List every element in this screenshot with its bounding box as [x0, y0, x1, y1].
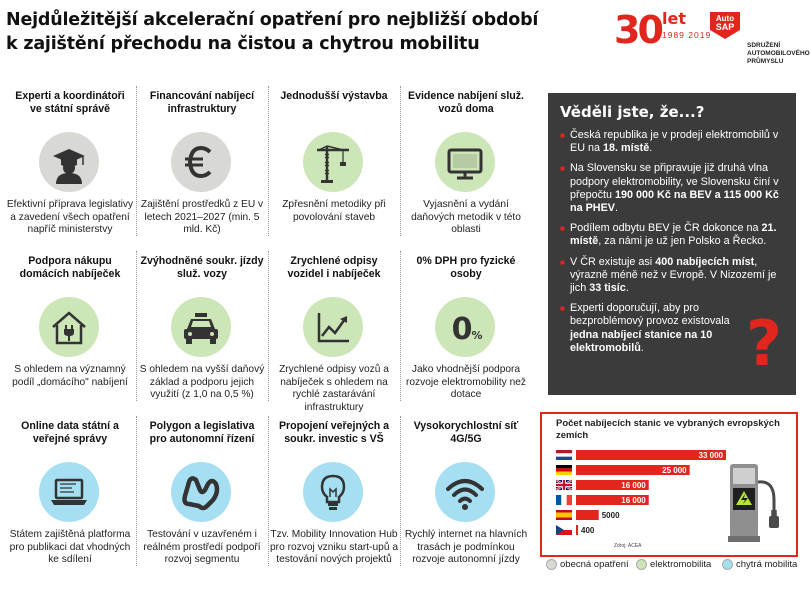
legend — [546, 558, 798, 572]
bar-Česko — [576, 525, 578, 535]
measure-card — [400, 249, 532, 414]
home-plug-icon — [39, 297, 99, 357]
measure-card — [136, 414, 268, 579]
zero-percent-icon-number: 0 — [451, 312, 473, 347]
logo-years: 1989 2019 — [662, 30, 712, 40]
logo-organization — [747, 42, 810, 66]
measure-title: Experti a koordinátoři ve státní správě — [15, 90, 125, 115]
bar-value-label: 25 000 — [662, 466, 687, 475]
measure-card — [136, 84, 268, 249]
measure-card — [4, 84, 136, 249]
measure-title: 0% DPH pro fyzické osoby — [416, 255, 516, 280]
legend-item-general: obecná opatření — [546, 558, 629, 572]
legend-item-emobility: elektromobilita — [636, 558, 711, 572]
question-mark-icon: ? — [746, 307, 782, 380]
measure-title: Podpora nákupu domácích nabíječek — [19, 255, 121, 280]
measure-card — [136, 249, 268, 414]
measure-card — [268, 414, 400, 579]
measure-description: Zrychlené odpisy vozů a nabíječek s ohledem na rychlé zastarávání infrastruktury — [279, 364, 389, 413]
flag-cz-icon — [556, 525, 572, 535]
measure-icon-circle — [435, 462, 495, 522]
page-title — [6, 8, 606, 56]
euro-icon — [171, 132, 231, 192]
measure-title: Polygon a legislativa pro autonomní řízení — [149, 420, 255, 445]
flag-de-icon — [556, 465, 572, 475]
zero-percent-icon — [435, 297, 495, 357]
fact-item: ■ Česká republika je v prodeji elektromobilů v EU na 18. místě. — [560, 129, 792, 155]
measure-icon-circle — [171, 297, 231, 357]
zero-percent-icon-sign: % — [471, 329, 483, 342]
measure-icon-circle — [303, 132, 363, 192]
measure-card — [400, 84, 532, 249]
measure-description: S ohledem na významný podíl „domácího" nabíjení — [12, 364, 128, 388]
fact-item: ■ Podílem odbytu BEV je ČR dokonce na 21. místě, za námi je už jen Polsko a Řecko. — [560, 222, 792, 248]
measure-card — [268, 84, 400, 249]
sap-logo — [612, 6, 810, 72]
logo-org-line2: AUTOMOBILOVÉHO — [747, 50, 810, 57]
measure-description: S ohledem na vyšší daňový základ a podporu jejich využití (z 1,0 na 0,5 %) — [139, 364, 265, 400]
measure-description: Tzv. Mobility Innovation Hub pro rozvoj vzniku start-upů a testování nových projektů — [270, 529, 398, 565]
measure-description: Vyjasnění a vydání daňových metodik v této oblasti — [411, 199, 521, 235]
logo-number: 30 — [614, 8, 661, 52]
legend-dot — [546, 559, 557, 570]
measure-card — [4, 249, 136, 414]
measure-icon-circle — [435, 132, 495, 192]
measure-title: Zrychlené odpisy vozidel i nabíječek — [287, 255, 381, 280]
did-you-know-box — [548, 93, 796, 395]
measure-description: Jako vhodnější podpora rozvoje elektromobility než dotace — [405, 364, 527, 400]
measure-description: Efektivní příprava legislativy a zavedení všech opatření napříč ministerstvy — [6, 199, 134, 235]
measure-title: Evidence nabíjení služ. vozů doma — [408, 90, 524, 115]
graduate-icon — [39, 132, 99, 192]
lightbulb-icon — [303, 462, 363, 522]
logo-badge-line1: Auto — [715, 14, 735, 23]
legend-item-smart: chytrá mobilita — [722, 558, 797, 572]
fact-item: ■ V ČR existuje asi 400 nabíjecích míst, výrazně méně než v Evropě. V Nizozemí je jich 33 tisíc. — [560, 256, 792, 296]
measure-title: Vysokorychlostní síť 4G/5G — [413, 420, 519, 445]
crane-icon — [303, 132, 363, 192]
measure-icon-circle — [39, 462, 99, 522]
car-icon — [171, 297, 231, 357]
page-title-line2: k zajištění přechodu na čistou a chytrou mobilitu — [6, 34, 480, 54]
racetrack-icon — [171, 462, 231, 522]
charging-station-icon — [728, 464, 779, 542]
bar-value-label: 16 000 — [621, 481, 646, 490]
chart-plot — [542, 414, 796, 555]
measure-card — [268, 249, 400, 414]
flag-fr-icon — [556, 495, 572, 505]
charging-stations-chart — [540, 412, 798, 557]
measure-card — [4, 414, 136, 579]
measure-icon-circle — [435, 297, 495, 357]
measures-grid — [4, 84, 534, 584]
wifi-icon — [435, 462, 495, 522]
bar-value-label: 400 — [581, 526, 595, 535]
fact-item: ■ Na Slovensku se připravuje již druhá vlna podpory elektromobility, ve Slovensku činí v přepočtu 190 000 Kč na BEV a 115 000 Kč na PHEV. — [560, 162, 792, 215]
measure-icon-circle — [171, 132, 231, 192]
legend-dot — [722, 559, 733, 570]
measure-icon-circle — [303, 297, 363, 357]
measure-icon-circle — [171, 462, 231, 522]
measure-title: Jednodušší výstavba — [280, 90, 388, 102]
measure-icon-circle — [39, 297, 99, 357]
logo-org-line1: SDRUŽENÍ — [747, 42, 781, 49]
legend-dot — [636, 559, 647, 570]
laptop-icon — [39, 462, 99, 522]
measure-description: Zajištění prostředků z EU v letech 2021–2027 (min. 5 mld. Kč) — [140, 199, 264, 235]
monitor-icon — [435, 132, 495, 192]
bar-value-label: 16 000 — [621, 496, 646, 505]
fact-item: ■ Experti doporučují, aby pro bezproblémový provoz existovala jedna nabíjecí stanice na 10 elektromobilů. — [560, 302, 740, 355]
flag-gb-icon — [556, 480, 572, 490]
measure-title: Zvýhodněné soukr. jízdy služ. vozy — [140, 255, 264, 280]
measure-icon-circle — [39, 132, 99, 192]
chart-up-icon — [303, 297, 363, 357]
bar-Španělsko — [576, 510, 599, 520]
flag-es-icon — [556, 510, 572, 520]
measure-card — [400, 414, 532, 579]
measure-icon-circle — [303, 462, 363, 522]
did-you-know-title: Věděli jste, že...? — [560, 103, 705, 121]
flag-nl-icon — [556, 450, 572, 460]
logo-org-line3: PRŮMYSLU — [747, 58, 784, 65]
measure-description: Státem zajištěná platforma pro publikaci dat vhodných ke sdílení — [9, 529, 131, 565]
measure-description: Testování v uzavřeném i reálném prostředí podpoří rozvoj segmentu — [143, 529, 261, 565]
chart-source: Zdroj: ACEA — [614, 543, 642, 549]
chart-title: Počet nabíjecích stanic ve vybraných evropských zemích — [556, 418, 780, 441]
page-title-line1: Nejdůležitější akcelerační opatření pro nejbližší období — [6, 10, 539, 30]
measure-title: Propojení veřejných a soukr. investic s VŠ — [278, 420, 390, 445]
measure-title: Online data státní a veřejné správy — [21, 420, 119, 445]
measure-description: Rychlý internet na hlavních trasách je podmínkou rozvoje autonomní jízdy — [404, 529, 528, 565]
logo-let: let — [662, 9, 686, 28]
bar-value-label: 5000 — [601, 511, 620, 520]
autosap-badge-icon — [708, 10, 742, 40]
logo-badge-line2: SAP — [715, 22, 735, 32]
measure-description: Zpřesnění metodiky při povolování staveb — [282, 199, 386, 223]
bar-value-label: 33 000 — [698, 451, 723, 460]
measure-title: Financování nabíjecí infrastruktury — [149, 90, 255, 115]
